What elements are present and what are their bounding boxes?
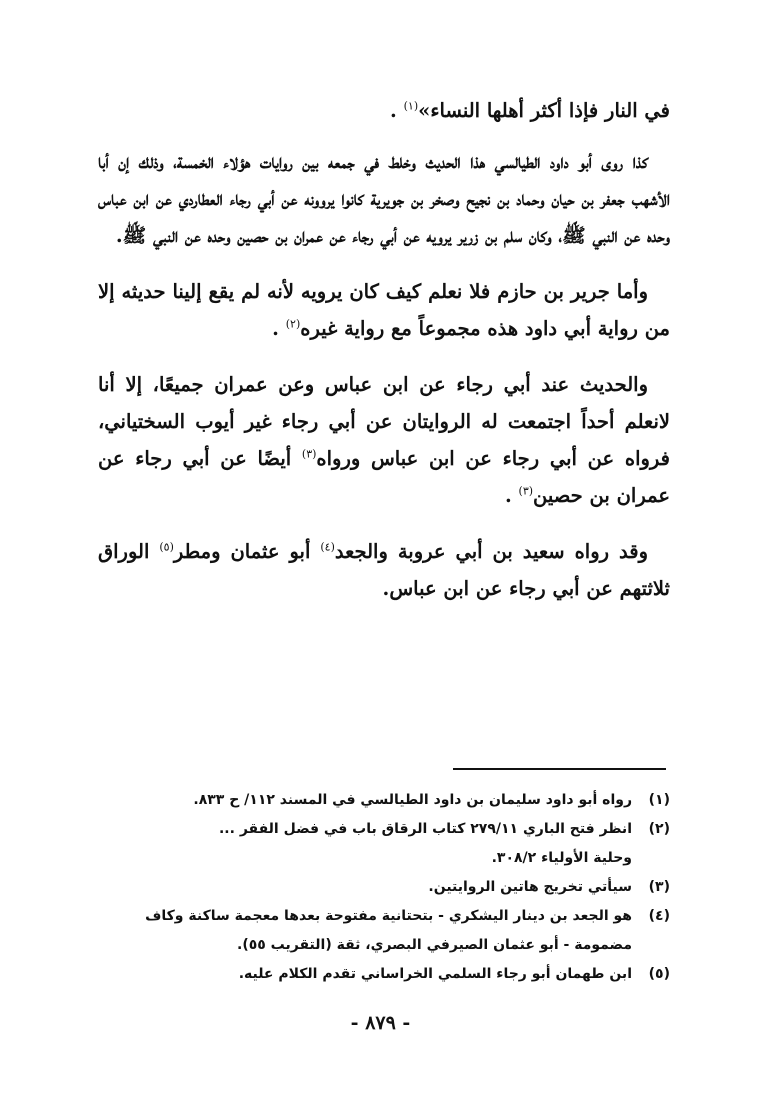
footnote-4 [98, 902, 670, 960]
paragraph-3 [98, 273, 670, 347]
footnote-2-body [98, 815, 632, 873]
paragraph-3-tail: . [272, 317, 286, 340]
footnotes [98, 786, 670, 989]
footnote-ref-2: (٢) [285, 317, 301, 331]
footnote-2 [98, 815, 670, 873]
footnote-4-number: (٤) [648, 908, 670, 924]
footnote-5-number: (٥) [648, 966, 670, 982]
paragraph-2 [98, 143, 670, 254]
paragraph-5 [98, 533, 670, 607]
paragraph-1-text: في النار فإذا أكثر أهلها النساء» [418, 99, 670, 122]
main-text [98, 92, 670, 626]
footnote-ref-3: (٣) [301, 447, 317, 461]
paragraph-4 [98, 366, 670, 514]
paragraph-2-text: كذا روى أبو داود الطيالسي هذا الحديث وخلط في جمعه بين روايات هؤلاء الخمسة، وذلك إن أبا الأشهب جعفر بن حيان وحماد بن نجيح وصخر بن جويرية كانوا يروونه عن أبي رجاء العطاردي عن ابن عباس وحده عن النبي ﷺ، وكان سلم بن زرير يرويه عن أبي رجاء عن عمران بن حصين وحده عن النبي ﷺ. [98, 150, 670, 247]
footnote-1-text: رواه أبو داود سليمان بن داود الطيالسي في المسند ١١٢/ ح ٨٣٣. [193, 792, 632, 808]
paragraph-3-text: وأما جرير بن حازم فلا نعلم كيف كان يرويه لأنه لم يقع إلينا حديثه إلا من رواية أبي داود هذه مجموعاً مع رواية غيره [98, 280, 670, 340]
footnote-5-text: ابن طهمان أبو رجاء السلمي الخراساني تقدم الكلام عليه. [238, 966, 632, 982]
footnote-1 [98, 786, 670, 815]
paragraph-5-middle: أبو عثمان ومطر [173, 540, 321, 563]
paragraph-4-middle: أيضًا عن أبي رجاء عن عمران بن حصين [98, 447, 670, 507]
footnote-ref-4: (٤) [320, 540, 335, 554]
footnote-2-number: (٢) [648, 821, 670, 837]
footnote-3 [98, 873, 670, 902]
footnote-ref-5: (٥) [159, 540, 174, 554]
footnote-2-continuation: وحلية الأولياء ٣٠٨/٢. [491, 850, 632, 866]
footnote-separator [453, 768, 666, 770]
page-number: - ٨٧٩ - [350, 1012, 411, 1034]
paragraph-1 [98, 92, 670, 129]
footnote-4-text: هو الجعد بن دينار اليشكري - بتحتانية مفتوحة بعدها معجمة ساكنة وكاف مضمومة - أبو عثمان الصيرفي البصري، ثقة (التقريب ٥٥). [145, 908, 632, 953]
paragraph-5-tail: الوراق ثلاثتهم عن أبي رجاء عن ابن عباس. [98, 540, 670, 600]
footnote-ref-3b: (٣) [518, 484, 534, 498]
footnote-3-text: سيأتي تخريج هاتين الروايتين. [428, 879, 632, 895]
paragraph-4-text: والحديث عند أبي رجاء عن ابن عباس وعن عمران جميعًا، إلا أنا لانعلم أحداً اجتمعت له الروايتان عن أبي رجاء غير أيوب السختياني، فرواه عن أبي رجاء عن ابن عباس ورواه [98, 373, 670, 470]
footnote-5 [98, 960, 670, 989]
paragraph-4-tail: . [504, 484, 519, 507]
footnote-2-text: انظر فتح الباري ٢٧٩/١١ كتاب الرقاق باب في فضل الفقر ... [218, 821, 632, 837]
footnote-ref-1: (١) [403, 99, 419, 113]
paragraph-5-text: وقد رواه سعيد بن أبي عروبة والجعد [334, 540, 648, 563]
footnote-1-number: (١) [648, 792, 670, 808]
footnote-3-number: (٣) [648, 879, 670, 895]
paragraph-1-tail: . [390, 99, 404, 122]
